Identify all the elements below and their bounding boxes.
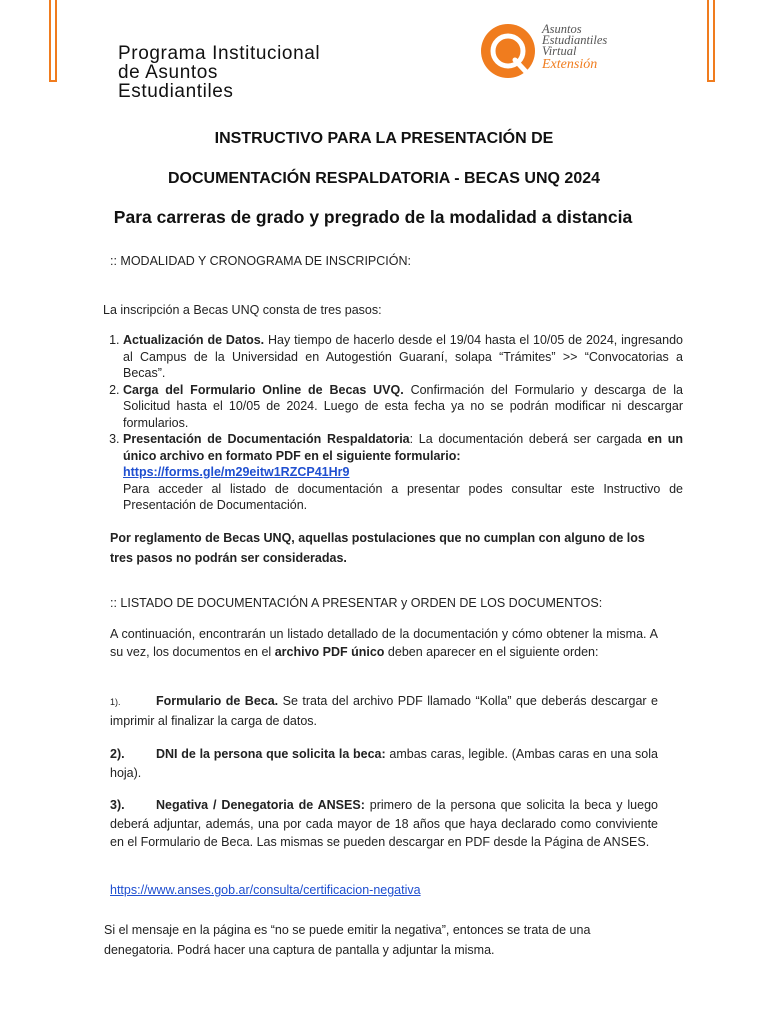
steps-list — [105, 332, 683, 514]
program-title-line1: Programa Institucional — [118, 43, 321, 64]
doc-item-1-text: Se trata del archivo PDF llamado “Kolla” que deberás descargar e imprimir al finalizar la carga de datos. — [110, 694, 658, 728]
doc-item-3 — [110, 796, 658, 852]
program-title-line2: de Asuntos — [118, 62, 219, 83]
logo-line4: Extensión — [542, 57, 598, 72]
step3-bold: Presentación de Documentación Respaldatoria — [123, 432, 410, 446]
step2-text: Confirmación del Formulario y descarga de la Solicitud hasta el 10/05 de 2024. Luego de esta fecha ya no se podrán modificar ni descargar formularios. — [123, 382, 683, 430]
section2-intro-a: A continuación, encontrarán un listado detallado de la documentación y cómo obtener la misma. A su vez, los documentos en el — [110, 627, 658, 659]
section1-heading: :: MODALIDAD Y CRONOGRAMA DE INSCRIPCIÓN: — [110, 254, 411, 268]
forms-link[interactable]: https://forms.gle/m29eitw1RZCP41Hr9 — [123, 465, 350, 479]
step3-text-c: en el siguiente formulario: — [300, 448, 461, 463]
logo-line3: Virtual — [542, 44, 577, 58]
section2-heading: :: LISTADO DE DOCUMENTACIÓN A PRESENTAR y ORDEN DE LOS DOCUMENTOS: — [110, 596, 603, 610]
title-line1: INSTRUCTIVO PARA LA PRESENTACIÓN DE — [214, 130, 554, 147]
doc-item-2 — [110, 745, 658, 783]
doc-item-2-text: ambas caras, legible. (Ambas caras en una sola hoja). — [110, 747, 658, 780]
step-item — [123, 431, 683, 514]
title-line2: DOCUMENTACIÓN RESPALDATORIA - BECAS UNQ 2024 — [167, 170, 601, 187]
doc-item-3-num: 3). — [110, 798, 125, 812]
left-edge-bar — [49, 0, 57, 82]
step2-bold: Carga del Formulario Online de Becas UVQ. — [123, 382, 404, 397]
doc-item-2-bold: DNI de la persona que solicita la beca: — [156, 747, 386, 761]
subtitle: Para carreras de grado y pregrado de la modalidad a distancia — [113, 207, 633, 227]
doc-item-3-bold: Negativa / Denegatoria de ANSES: — [156, 798, 365, 812]
doc-item-1-bold: Formulario de Beca. — [156, 694, 279, 708]
logo-text — [542, 24, 607, 73]
logo-line2: Estudiantiles — [542, 33, 608, 47]
step-item — [123, 332, 683, 382]
section2-intro-c: deben aparecer en el siguiente orden: — [384, 644, 599, 659]
doc-item-1 — [110, 692, 658, 731]
anses-link[interactable]: https://www.anses.gob.ar/consulta/certificacion-negativa — [110, 883, 421, 897]
program-title-line3: Estudiantiles — [118, 81, 234, 102]
program-title — [118, 44, 320, 101]
step3-text-a: : La documentación deberá ser cargada — [409, 432, 648, 446]
warning-text: Por reglamento de Becas UNQ, aquellas postulaciones que no cumplan con alguno de los tres pasos no podrán ser consideradas. — [110, 531, 645, 565]
right-edge-bar — [707, 0, 715, 82]
doc-item-2-num: 2). — [110, 747, 125, 761]
section1-intro: La inscripción a Becas UNQ consta de tres pasos: — [103, 303, 382, 317]
step-item — [123, 382, 683, 432]
doc-item-1-num: 1). — [110, 697, 121, 707]
logo-line1: Asuntos — [542, 22, 582, 36]
section2-intro — [110, 626, 658, 661]
step1-bold: Actualización de Datos. — [123, 333, 265, 347]
step3-after: Para acceder al listado de documentación a presentar podes consultar este Instructivo de Presentación de Documentación. — [123, 481, 683, 512]
section2-intro-bold: archivo PDF único — [274, 644, 385, 659]
anses-link-wrapper — [110, 882, 421, 899]
doc-item-3-text: primero de la persona que solicita la beca y luego deberá adjuntar, además, una por cada mayor de 18 años que haya declarado como conviviente en el Formulario de Beca. Las mismas se pueden descargar en PDF desde la Página de ANSES. — [110, 798, 658, 849]
step3-bold-b: en un único archivo en formato PDF — [123, 432, 683, 463]
closing-text: Si el mensaje en la página es “no se puede emitir la negativa”, entonces se trata de una denegatoria. Podrá hacer una captura de pantalla y adjuntar la misma. — [104, 923, 591, 957]
step1-text: Hay tiempo de hacerlo desde el 19/04 hasta el 10/05 de 2024, ingresando al Campus de la Universidad en Autogestión Guaraní, solapa “Trámites” >> “Convocatorias a Becas”. — [123, 333, 683, 380]
